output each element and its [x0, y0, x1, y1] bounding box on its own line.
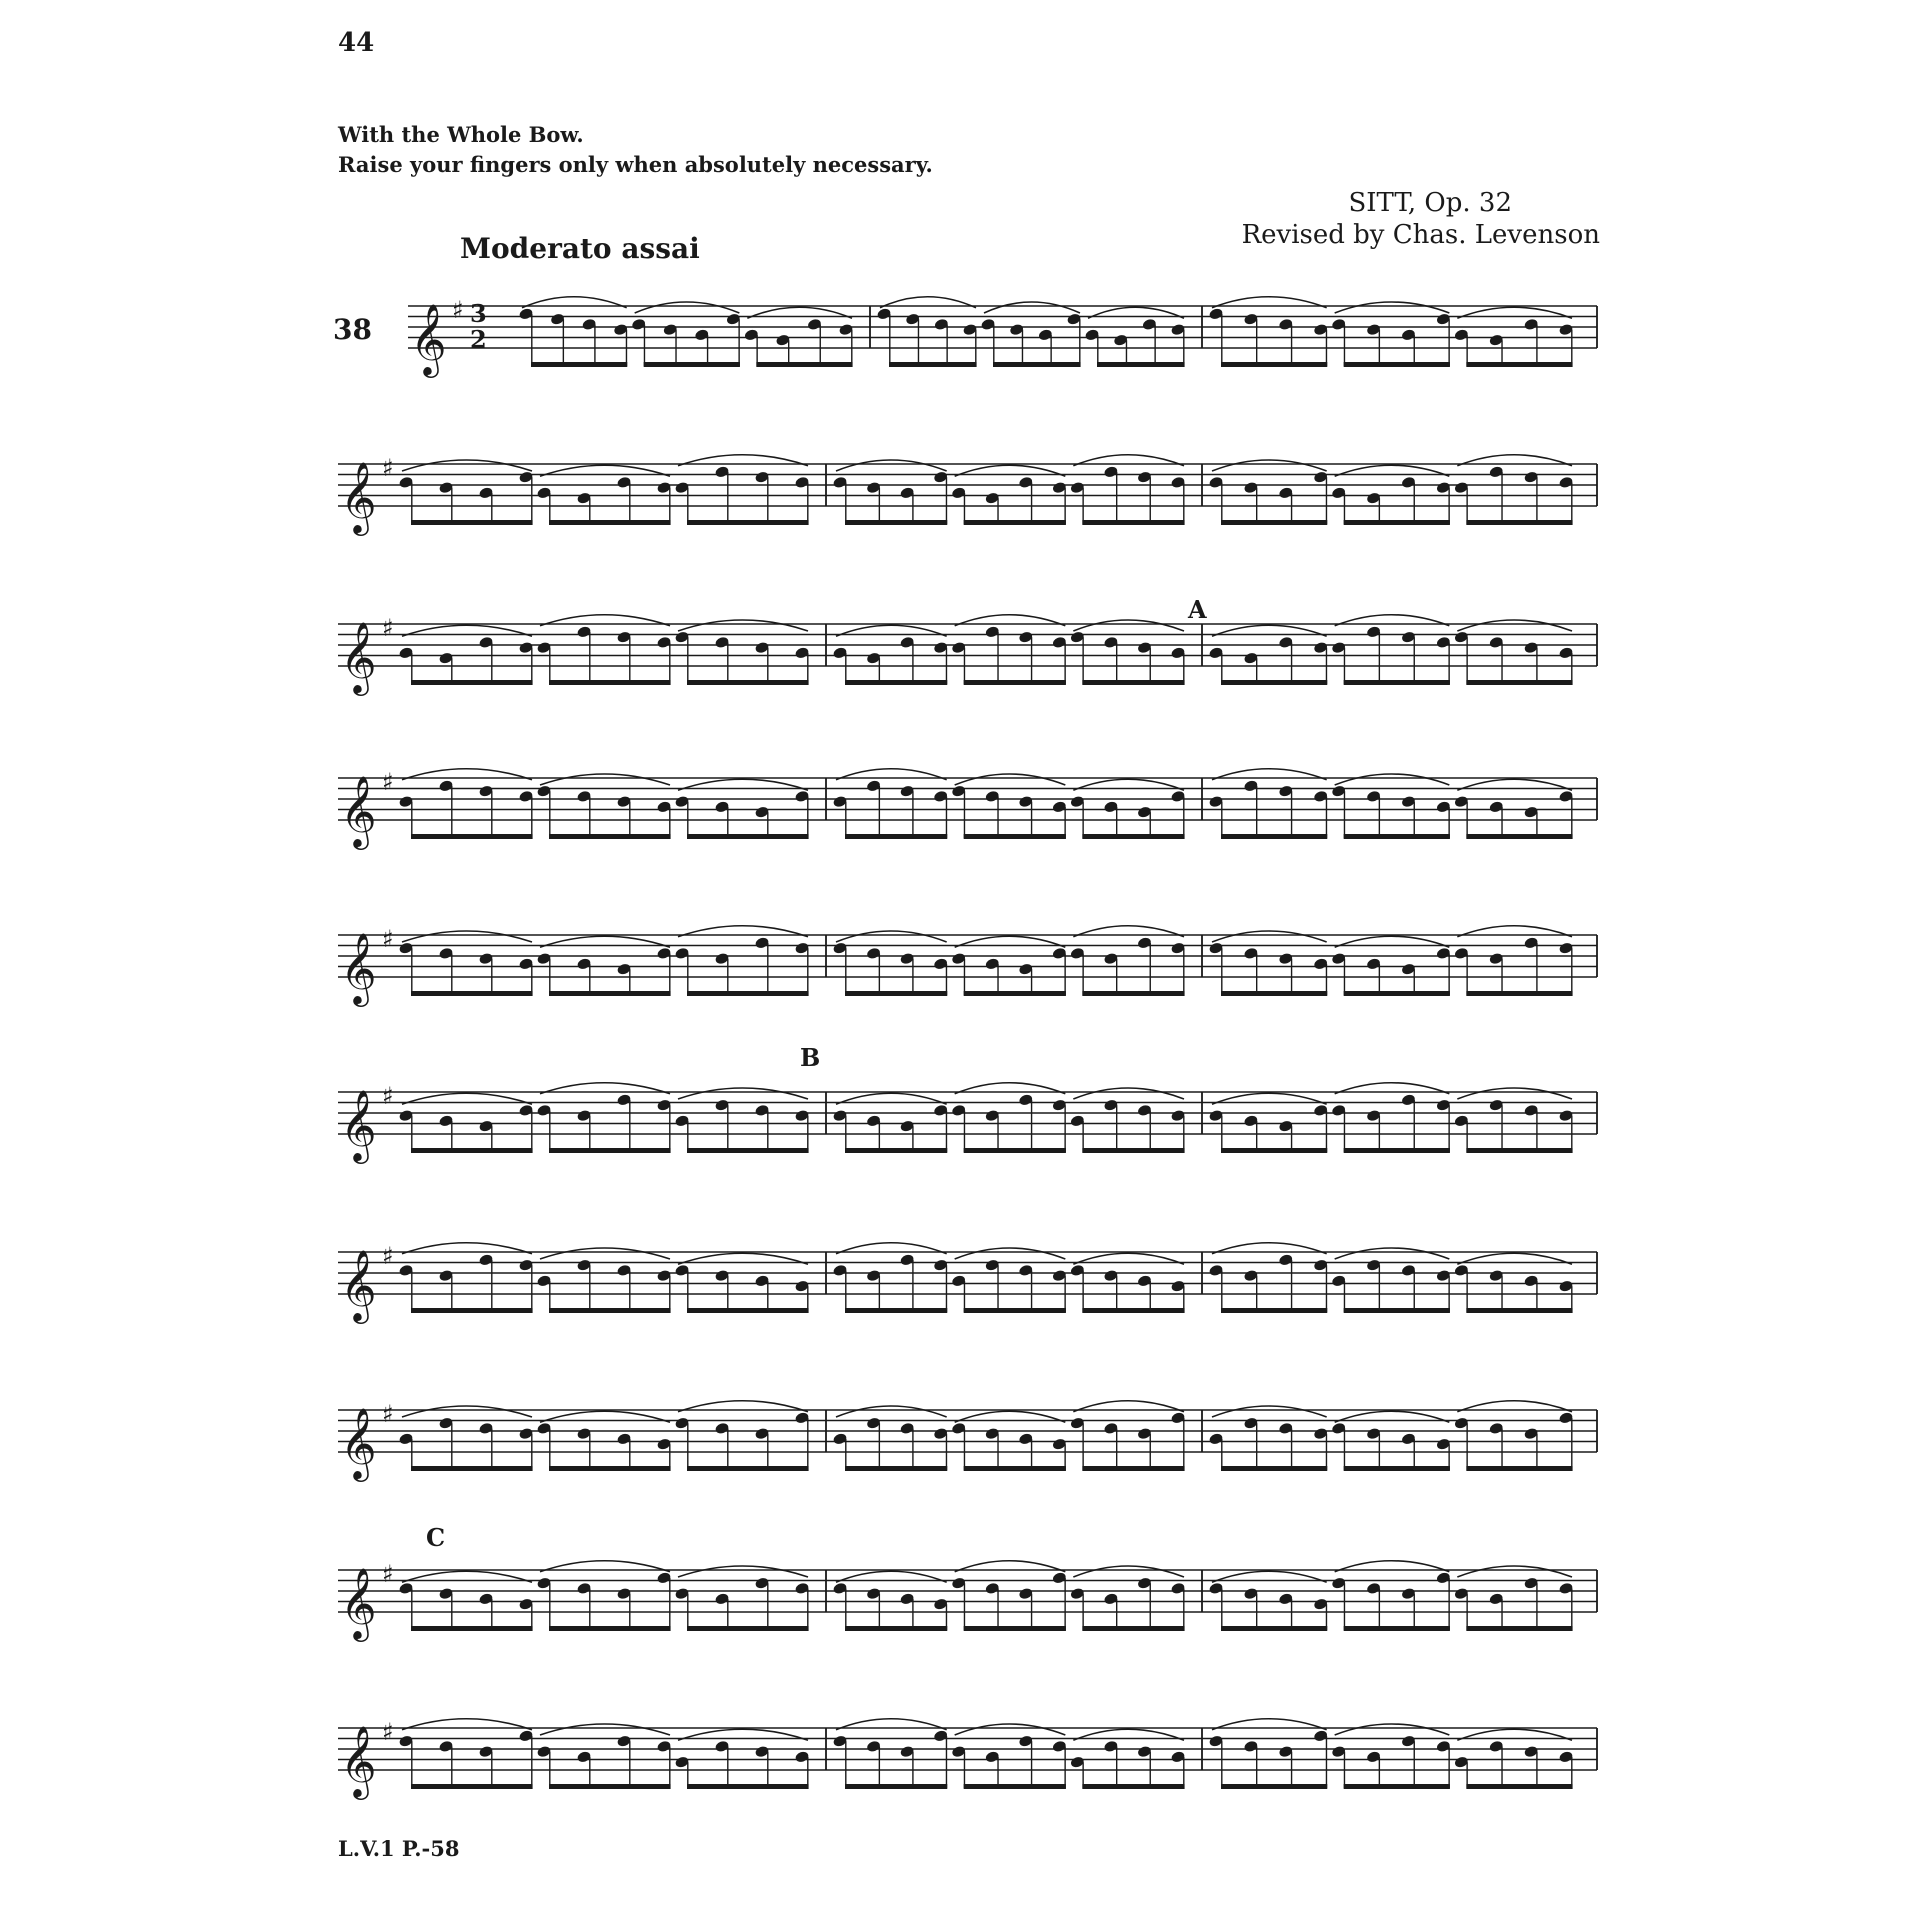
key-signature-sharp: ♯	[382, 1560, 394, 1588]
note-beam	[1344, 1784, 1450, 1789]
note-beam	[1466, 834, 1572, 839]
key-signature-sharp: ♯	[382, 454, 394, 482]
note-beam	[845, 1466, 947, 1471]
key-signature-sharp: ♯	[382, 1082, 394, 1110]
slur	[402, 931, 532, 942]
note-beam	[1466, 520, 1572, 525]
note-beam	[964, 1626, 1066, 1631]
note-beam	[1082, 1308, 1184, 1313]
note-beam	[964, 1308, 1066, 1313]
note-beam	[531, 362, 627, 367]
note-beam	[411, 991, 533, 996]
time-signature-top: 3	[470, 299, 487, 328]
note-beam	[1082, 1784, 1184, 1789]
note-beam	[1466, 1626, 1572, 1631]
note-beam	[687, 1466, 809, 1471]
key-signature-sharp: ♯	[382, 1400, 394, 1428]
note-beam	[1344, 1466, 1450, 1471]
slur	[955, 1724, 1066, 1735]
treble-clef: 𝄞	[340, 1406, 377, 1479]
note-beam	[1082, 834, 1184, 839]
note-beam	[845, 991, 947, 996]
note-beam	[845, 680, 947, 685]
note-beam	[1221, 1466, 1327, 1471]
slur	[1073, 1566, 1184, 1577]
note-beam	[1344, 680, 1450, 685]
note-beam	[687, 1784, 809, 1789]
note-beam	[411, 834, 533, 839]
treble-clef: 𝄞	[340, 1566, 377, 1639]
note-beam	[1466, 680, 1572, 685]
slur	[1457, 1088, 1572, 1099]
note-beam	[1344, 362, 1450, 367]
slur	[955, 774, 1066, 785]
note-beam	[687, 834, 809, 839]
slur	[402, 460, 532, 471]
note-beam	[549, 991, 671, 996]
note-beam	[411, 1308, 533, 1313]
slur	[678, 620, 808, 631]
slur	[1335, 1724, 1450, 1735]
note-beam	[1344, 1308, 1450, 1313]
note-beam	[1466, 1784, 1572, 1789]
slur	[1212, 460, 1327, 471]
slur	[1335, 302, 1450, 313]
note-beam	[845, 1784, 947, 1789]
note-beam	[549, 1466, 671, 1471]
note-beam	[1344, 1626, 1450, 1631]
slur	[836, 460, 947, 471]
note-beam	[964, 520, 1066, 525]
treble-clef: 𝄞	[410, 302, 447, 375]
note-beam	[964, 834, 1066, 839]
note-beam	[1466, 1466, 1572, 1471]
treble-clef: 𝄞	[340, 931, 377, 1004]
note-beam	[1221, 1784, 1327, 1789]
note-beam	[845, 1626, 947, 1631]
treble-clef: 𝄞	[340, 774, 377, 847]
treble-clef: 𝄞	[340, 1248, 377, 1321]
slur	[1212, 1406, 1327, 1417]
rehearsal-mark-a: A	[1188, 595, 1207, 624]
note-beam	[964, 1148, 1066, 1153]
instruction-line-2: Raise your fingers only when absolutely necessary.	[338, 152, 933, 177]
note-beam	[1344, 834, 1450, 839]
page-number: 44	[338, 28, 375, 58]
exercise-number: 38	[333, 313, 372, 346]
note-beam	[411, 680, 533, 685]
slur	[1457, 1566, 1572, 1577]
reviser-credit: Revised by Chas. Levenson	[1241, 220, 1600, 250]
tempo-marking: Moderato assai	[460, 232, 700, 265]
time-signature-bottom: 2	[470, 325, 487, 354]
slur	[540, 774, 670, 785]
slur	[540, 1248, 670, 1259]
note-beam	[1221, 1308, 1327, 1313]
note-beam	[845, 834, 947, 839]
note-beam	[889, 362, 977, 367]
note-beam	[1221, 680, 1327, 685]
note-beam	[687, 1626, 809, 1631]
note-beam	[687, 520, 809, 525]
note-beam	[1466, 1148, 1572, 1153]
note-beam	[964, 680, 1066, 685]
note-beam	[549, 834, 671, 839]
note-beam	[1097, 362, 1185, 367]
key-signature-sharp: ♯	[382, 768, 394, 796]
note-beam	[964, 1466, 1066, 1471]
note-beam	[1082, 520, 1184, 525]
treble-clef: 𝄞	[340, 620, 377, 693]
slur	[1335, 774, 1450, 785]
slur	[836, 931, 947, 942]
instruction-line-1: With the Whole Bow.	[338, 122, 584, 147]
note-beam	[549, 1148, 671, 1153]
slur	[1073, 1088, 1184, 1099]
slur	[540, 1724, 670, 1735]
slur	[955, 1248, 1066, 1259]
slur	[1457, 620, 1572, 631]
slur	[984, 302, 1080, 313]
note-beam	[964, 1784, 1066, 1789]
treble-clef: 𝄞	[340, 1724, 377, 1797]
note-beam	[411, 1148, 533, 1153]
note-beam	[549, 1626, 671, 1631]
note-beam	[687, 680, 809, 685]
note-beam	[549, 520, 671, 525]
key-signature-sharp: ♯	[382, 1718, 394, 1746]
note-beam	[1221, 520, 1327, 525]
note-beam	[1466, 1308, 1572, 1313]
note-beam	[549, 1308, 671, 1313]
note-beam	[411, 520, 533, 525]
slur	[1212, 931, 1327, 942]
treble-clef: 𝄞	[340, 460, 377, 533]
rehearsal-mark-c: C	[426, 1523, 446, 1552]
note-beam	[993, 362, 1081, 367]
note-beam	[1344, 520, 1450, 525]
note-beam	[964, 991, 1066, 996]
note-beam	[549, 1784, 671, 1789]
note-beam	[687, 991, 809, 996]
footer-code: L.V.1 P.-58	[338, 1836, 460, 1861]
note-beam	[1221, 1626, 1327, 1631]
key-signature-sharp: ♯	[382, 1242, 394, 1270]
note-beam	[687, 1308, 809, 1313]
rehearsal-mark-b: B	[800, 1043, 821, 1072]
slur	[836, 1406, 947, 1417]
slur	[1073, 620, 1184, 631]
slur	[1335, 1248, 1450, 1259]
staff-system-group	[338, 296, 1597, 1800]
treble-clef: 𝄞	[340, 1088, 377, 1161]
note-beam	[1466, 362, 1572, 367]
note-beam	[845, 1148, 947, 1153]
note-beam	[756, 362, 852, 367]
note-beam	[845, 1308, 947, 1313]
note-beam	[411, 1466, 533, 1471]
note-beam	[1082, 1626, 1184, 1631]
composer-credit: SITT, Op. 32	[1348, 188, 1512, 218]
note-beam	[1221, 1148, 1327, 1153]
slur	[402, 1406, 532, 1417]
note-beam	[1221, 991, 1327, 996]
note-beam	[1082, 1466, 1184, 1471]
note-beam	[1344, 1148, 1450, 1153]
slur	[678, 1566, 808, 1577]
note-beam	[411, 1626, 533, 1631]
note-beam	[1082, 991, 1184, 996]
slur	[678, 1088, 808, 1099]
note-beam	[1344, 991, 1450, 996]
note-beam	[1082, 1148, 1184, 1153]
note-beam	[549, 680, 671, 685]
slur	[635, 302, 740, 313]
note-beam	[1221, 362, 1327, 367]
note-beam	[1221, 834, 1327, 839]
note-beam	[411, 1784, 533, 1789]
note-beam	[1466, 991, 1572, 996]
note-beam	[1082, 680, 1184, 685]
key-signature-sharp: ♯	[382, 614, 394, 642]
note-beam	[687, 1148, 809, 1153]
key-signature-sharp: ♯	[452, 296, 464, 324]
note-beam	[845, 520, 947, 525]
note-beam	[644, 362, 740, 367]
key-signature-sharp: ♯	[382, 925, 394, 953]
